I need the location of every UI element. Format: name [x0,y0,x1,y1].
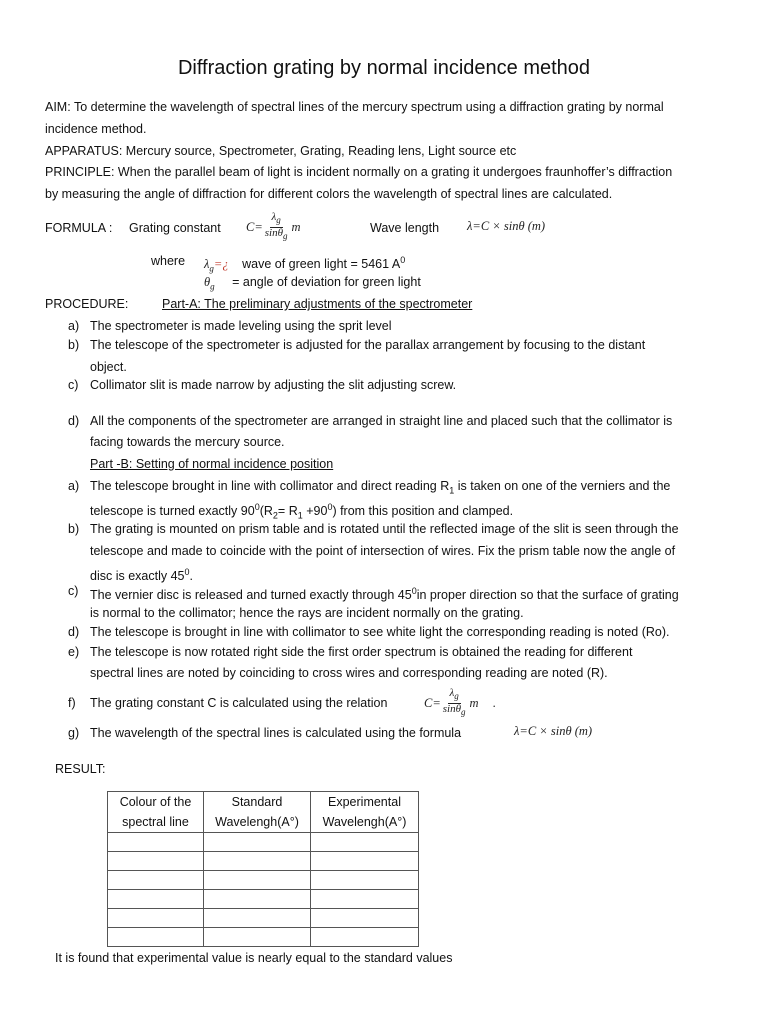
text: = R [277,504,298,519]
header-text: Wavelengh(A°) [215,815,299,829]
table-cell [311,909,419,928]
sub: 1 [297,510,303,521]
table-cell [204,833,311,852]
table-cell [108,928,204,947]
page-title: Diffraction grating by normal incidence method [177,57,591,79]
part-b-item-b-line1: The grating is mounted on prism table and is rotated until the reflected image of the slit is seen through the [90,522,679,536]
part-b-item-c-line2: is normal to the collimator; hence the rays are incident normally on the grating. [90,606,524,620]
procedure-label: PROCEDURE: [45,297,129,311]
lambda-symbol: λ [204,257,210,272]
wavelength-formula: λ=C × sinθ (m) [467,219,546,233]
aim-line-2: incidence method. [45,122,147,136]
table-row [108,928,419,947]
wavelength-relation: λ=C × sinθ (m) [514,724,593,738]
part-b-marker-b: b) [68,522,80,536]
wave-length-label: Wave length [370,221,440,235]
sub: 2 [272,510,278,521]
sup: 0 [411,586,417,596]
part-a-item-a: The spectrometer is made leveling using the sprit level [90,319,392,333]
result-conclusion: It is found that experimental value is nearly equal to the standard values [55,951,453,965]
part-b-marker-c: c) [68,584,79,598]
where-word: where [151,254,186,268]
sup: 0 [254,502,260,512]
part-b-item-g: The wavelength of the spectral lines is calculated using the formula [90,726,462,740]
sup: 0 [327,502,333,512]
header-colour [108,792,204,833]
numerator-sub: g [454,691,459,702]
table-cell [204,928,311,947]
table-cell [108,833,204,852]
fraction-numerator: λ [449,687,455,700]
header-text: Standard [231,795,283,809]
header-text: Experimental [328,795,401,809]
lambda-sub: g [209,263,214,274]
table-cell [311,833,419,852]
table-cell [311,871,419,890]
part-b-marker-a: a) [68,479,80,493]
table-cell [204,890,311,909]
table-cell [311,928,419,947]
part-a-title: Part-A: The preliminary adjustments of the spectrometer [162,297,473,311]
theta-definition [204,272,421,297]
part-b-item-f: The grating constant C is calculated using the relation [90,696,388,710]
order-m: m [291,220,301,234]
text: +90 [302,504,328,519]
grating-constant-relation [424,682,496,724]
table-cell [108,852,204,871]
result-label: RESULT: [55,762,106,776]
denominator-sub: g [283,230,288,241]
text: is taken on one of the verniers and the [454,479,671,493]
theta-symbol: θ [204,275,211,289]
part-a-marker-a: a) [68,319,80,333]
sub: 1 [449,485,455,496]
table-row [108,871,419,890]
lambda-sup: 0 [400,255,406,265]
lambda-text: wave of green light = 5461 A [242,257,401,272]
text: ) from this position and clamped. [332,504,514,519]
header-text: spectral line [122,815,189,829]
part-a-item-b-line2: object. [90,360,127,374]
text: . [189,569,193,584]
part-a-marker-c: c) [68,378,79,392]
numerator-sub: g [276,215,281,226]
apparatus-line: APPARATUS: Mercury source, Spectrometer, Grating, Reading lens, Light source etc [45,144,517,158]
result-table [107,791,419,947]
fraction-denominator: sinθ [264,226,284,239]
header-experimental [311,792,419,833]
part-b-item-e-line1: The telescope is now rotated right side the first order spectrum is obtained the reading for different [90,645,633,659]
table-cell [108,890,204,909]
part-b-title: Part -B: Setting of normal incidence position [90,457,334,471]
header-standard [204,792,311,833]
header-text: Wavelengh(A°) [322,815,407,829]
table-row [108,833,419,852]
denominator-sub: g [461,706,466,717]
table-cell [204,871,311,890]
table-cell [204,852,311,871]
grating-constant-formula [246,207,301,247]
formula-fraction [263,212,290,241]
principle-line-1: PRINCIPLE: When the parallel beam of light is incident normally on a grating it undergoes fraunhoffer’s diffraction [45,165,673,179]
relation-dot: . [492,696,496,710]
part-b-item-c-line1 [90,581,679,605]
result-table-header [108,792,419,833]
header-text: Colour of the [119,795,192,809]
text: The vernier disc is released and turned exactly through 45 [90,588,412,603]
table-row [108,909,419,928]
table-cell [204,909,311,928]
part-b-marker-f: f) [68,696,76,710]
table-cell [311,852,419,871]
theta-text: = angle of deviation for green light [232,275,421,289]
relation-fraction [441,688,468,717]
part-b-item-e-line2: spectral lines are noted by coinciding to cross wires and corresponding reading are noted (R). [90,666,608,680]
theta-sub: g [210,281,215,292]
text: (R [259,504,273,519]
principle-line-2: by measuring the angle of diffraction for different colors the wavelength of spectral lines are calculated. [45,187,613,201]
c-lhs: C= [424,696,441,710]
grating-constant-label: Grating constant [129,221,221,235]
part-b-item-d: The telescope is brought in line with collimator to see white light the corresponding reading is noted (Ro). [90,625,670,639]
fraction-numerator: λ [271,211,277,224]
part-a-item-d-line2: facing towards the mercury source. [90,435,285,449]
table-cell [108,909,204,928]
text: The telescope brought in line with collimator and direct reading R [90,479,450,493]
part-b-marker-g: g) [68,726,80,740]
table-row [108,852,419,871]
order-m: m [469,696,479,710]
text: disc is exactly 45 [90,569,185,584]
part-a-item-b-line1: The telescope of the spectrometer is adjusted for the parallax arrangement by focusing to the distant [90,338,646,352]
part-b-marker-e: e) [68,645,80,659]
table-cell [108,871,204,890]
lambda-eq: =¿ [213,257,229,272]
fraction-denominator: sinθ [442,702,462,715]
table-row [108,890,419,909]
part-a-item-c: Collimator slit is made narrow by adjusting the slit adjusting screw. [90,378,457,392]
table-cell [311,890,419,909]
c-lhs: C= [246,220,263,234]
part-b-marker-d: d) [68,625,80,639]
part-b-item-b-line2: telescope and made to coincide with the point of intersection of wires. Fix the prism table now the angle of [90,544,676,558]
text: in proper direction so that the surface of grating [416,588,679,603]
formula-label: FORMULA : [45,221,113,235]
sup: 0 [184,567,190,577]
part-a-marker-d: d) [68,414,80,428]
part-a-marker-b: b) [68,338,80,352]
part-a-item-d-line1: All the components of the spectrometer are arranged in straight line and placed such that the collimator is [90,414,673,428]
aim-line-1: AIM: To determine the wavelength of spectral lines of the mercury spectrum using a diffraction grating by normal [45,100,664,114]
text: telescope is turned exactly 90 [90,504,255,519]
